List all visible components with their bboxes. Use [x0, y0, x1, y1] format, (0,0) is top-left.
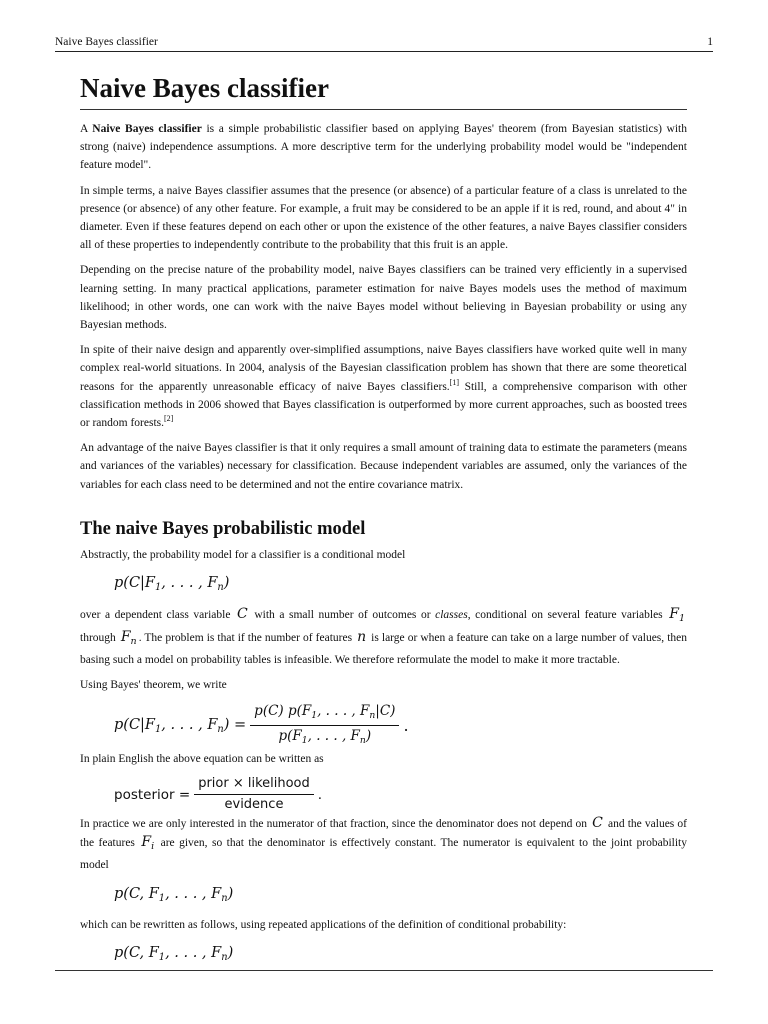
- math-fi: $F_i$: [141, 834, 155, 853]
- equation-joint-model: p(C, $F_1$, . . . , $F_n$): [114, 885, 234, 904]
- class-variable-text-3: , conditional on several feature variables: [467, 609, 668, 622]
- paragraph-plain-english: In plain English the above equation can be written as: [80, 753, 324, 766]
- intro-term: Naive Bayes classifier: [92, 123, 202, 135]
- bayes-denominator: $p(F_1$, . . . , $F_n$): [278, 728, 372, 747]
- article-body: [80, 70, 687, 975]
- footer-divider: [55, 970, 713, 971]
- class-variable-text-2: with a small number of outcomes or: [249, 609, 436, 622]
- running-header: [55, 35, 713, 52]
- paragraph-bayes-theorem: Using Bayes' theorem, we write: [80, 679, 227, 692]
- posterior-fraction: [194, 775, 314, 814]
- efficacy-text-1: In spite of their naive design and apparently over-simplified assumptions, naive Bayes classifiers have worked quite well in many complex real-world situations. In 2004, analysis of the Bayesian classification problem has shown that there are some theoretical reasons for the apparently unreasonable efficacy of naive Bayes classifiers.: [80, 344, 687, 393]
- math-class-c-2: C: [592, 815, 603, 832]
- running-title: Naive Bayes classifier: [55, 36, 158, 48]
- paragraph-efficacy: [80, 341, 687, 432]
- numerator-text-3: are given, so that the denominator is effectively constant. The numerator is equivalent to the joint probability model: [80, 837, 687, 872]
- bayes-numerator: p(C) $p(F_1$, . . . , $F_n|C$): [250, 702, 399, 727]
- intro-lead: A: [80, 123, 93, 135]
- class-variable-text-4: through: [80, 632, 119, 645]
- posterior-lhs: posterior =: [114, 786, 191, 803]
- paragraph-class-variable: [80, 605, 687, 669]
- math-class-c: C: [237, 606, 248, 623]
- page-number: 1: [707, 36, 713, 48]
- equation-conditional-model: $p(C|F_1$, . . . , $F_n$): [114, 575, 230, 594]
- math-f1: $F_1$: [669, 606, 686, 624]
- math-n: n: [357, 629, 367, 646]
- intro-rest: is a simple probabilistic classifier based on applying Bayes' theorem (from Bayesian statistics) with strong (naive) independence assumptions. A more descriptive term for the underlying probability model would be "independent feature model".: [80, 123, 687, 172]
- numerator-text-2: and the values of the features: [80, 818, 687, 850]
- posterior-denominator: evidence: [224, 797, 284, 813]
- paragraph-simple-terms: In simple terms, a naive Bayes classifier assumes that the presence (or absence) of a particular feature of a class is unrelated to the presence (or absence) of any other feature. For example, a fruit may be considered to be an apple if it is red, round, and about 4" in diameter. Even if these features depend on each other or upon the existence of the other features, a naive Bayes classifier considers all of these properties to independently contribute to the probability that this fruit is an apple.: [80, 184, 687, 252]
- class-variable-text-5: . The problem is that if the number of features: [138, 632, 356, 645]
- intro-paragraph: [80, 120, 687, 175]
- section-heading: The naive Bayes probabilistic model: [80, 518, 366, 539]
- page-title: Naive Bayes classifier: [80, 70, 687, 110]
- citation-1-link[interactable]: [1]: [449, 377, 459, 387]
- classes-term: classes: [435, 609, 468, 622]
- paragraph-rewritten: which can be rewritten as follows, using repeated applications of the definition of conditional probability:: [80, 918, 567, 931]
- class-variable-text-6: is large or when a feature can take on a large number of values, then basing such a model on probability tables is infeasible. We therefore reformulate the model to make it more tractable.: [80, 632, 687, 667]
- citation-2-link[interactable]: [2]: [164, 414, 174, 424]
- paragraph-training: Depending on the precise nature of the probability model, naive Bayes classifiers can be trained very efficiently in a supervised learning setting. In many practical applications, parameter estimation for naive Bayes models uses the method of maximum likelihood; in other words, one can work with the naive Bayes model without believing in Bayesian probability or using any Bayesian methods.: [80, 264, 687, 332]
- bayes-fraction: [250, 702, 399, 751]
- efficacy-text-2: Still, a comprehensive comparison with other classification methods in 2006 showed that Bayes classification is outperformed by more current approaches, such as boosted trees or random forests.: [80, 380, 688, 430]
- numerator-text-1: In practice we are only interested in the numerator of that fraction, since the denominator does not depend on: [80, 818, 591, 831]
- class-variable-text-1: over a dependent class variable: [80, 609, 236, 622]
- equation-joint-model-2: p(C, $F_1$, . . . , $F_n$): [114, 944, 234, 963]
- math-fn: $F_n$: [120, 629, 137, 647]
- bayes-lhs: $p(C|F_1$, . . . , $F_n$) =: [114, 716, 247, 735]
- posterior-numerator: prior × likelihood: [194, 775, 314, 795]
- equation-posterior: posterior = $\frac{\text{prior × likelihood}}{\text{evidence}}$ .: [114, 776, 323, 813]
- equation-bayes: $p(C|F_1$, . . . , $F_n$) = $\frac{p(C) p(F_1, . . . , F_n|C)}{p(F_1, . . . , F_n)}$ .: [114, 702, 687, 751]
- paragraph-numerator: [80, 814, 687, 874]
- paragraph-advantage: An advantage of the naive Bayes classifier is that it only requires a small amount of training data to estimate the parameters (means and variances of the variables) necessary for classification. Because independent variables are assumed, only the variances of the variables for each class need to be determined and not the entire covariance matrix.: [80, 442, 687, 491]
- paragraph-abstract-model: Abstractly, the probability model for a classifier is a conditional model: [80, 548, 406, 561]
